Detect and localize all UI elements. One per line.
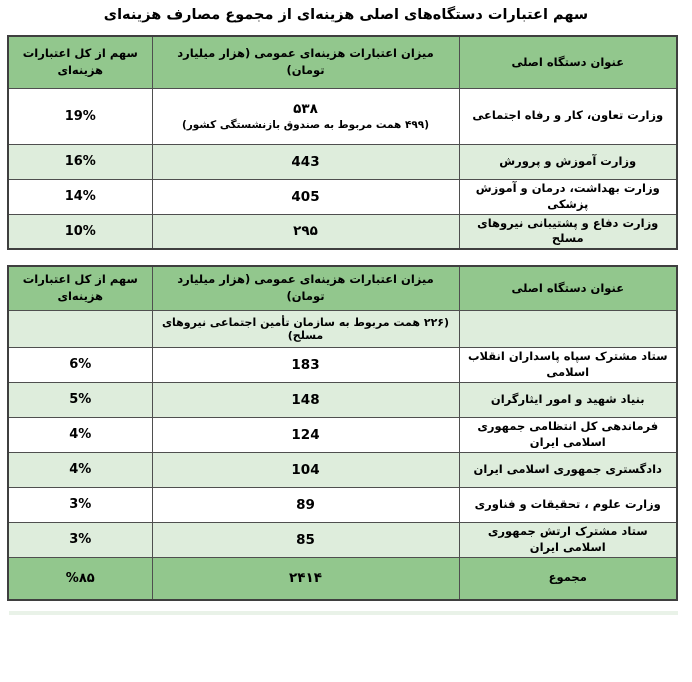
org-name-cell: ستاد مشترک ارتش جمهوری اسلامی ایران bbox=[459, 522, 677, 557]
table-row bbox=[8, 144, 677, 179]
org-name-cell: بنیاد شهید و امور ایثارگران bbox=[459, 382, 677, 417]
page-title: سهم اعتبارات دستگاه‌های اصلی هزینه‌ای از مجموع مصارف هزینه‌ای bbox=[103, 7, 589, 23]
share-cell: 19% bbox=[8, 88, 152, 144]
total-share-cell: %۸۵ bbox=[8, 557, 152, 600]
table-row bbox=[8, 452, 677, 487]
expenditure-table-top bbox=[7, 35, 678, 250]
org-name-cell: وزارت علوم ، تحقیقات و فناوری bbox=[459, 487, 677, 522]
column-header-share: سهم از کل اعتبارات هزینه‌ای bbox=[8, 36, 152, 88]
total-label-cell: مجموع bbox=[459, 557, 677, 600]
table-row bbox=[8, 88, 677, 144]
total-amount-cell: ۲۴۱۴ bbox=[152, 557, 459, 600]
org-name-cell: وزارت دفاع و پشتیبانی نیروهای مسلح bbox=[459, 214, 677, 249]
table-row bbox=[8, 417, 677, 452]
amount-cell: ۲۹۵ bbox=[152, 214, 459, 249]
column-header-amount: میزان اعتبارات هزینه‌ای عمومی (هزار میلیارد تومان) bbox=[152, 266, 459, 310]
total-row bbox=[8, 557, 677, 600]
org-name-cell: وزارت آموزش و پرورش bbox=[459, 144, 677, 179]
org-name-cell: وزارت بهداشت، درمان و آموزش پزشکی bbox=[459, 179, 677, 214]
expenditure-table-bottom bbox=[7, 265, 678, 601]
org-name-cell: فرماندهی کل انتظامی جمهوری اسلامی ایران bbox=[459, 417, 677, 452]
amount-value: ۵۳۸ bbox=[293, 101, 318, 117]
bottom-shadow-line bbox=[9, 611, 678, 615]
amount-cell: 443 bbox=[152, 144, 459, 179]
amount-cell: 89 bbox=[152, 487, 459, 522]
org-name-cell-empty bbox=[459, 310, 677, 347]
amount-note-cell: (۲۲۶ همت مربوط به سازمان تأمین اجتماعی نیروهای مسلح) bbox=[152, 310, 459, 347]
amount-cell: 148 bbox=[152, 382, 459, 417]
table-row bbox=[8, 214, 677, 249]
amount-cell bbox=[152, 88, 459, 144]
column-header-share: سهم از کل اعتبارات هزینه‌ای bbox=[8, 266, 152, 310]
share-cell: 5% bbox=[8, 382, 152, 417]
column-header-org-name: عنوان دستگاه اصلی bbox=[459, 36, 677, 88]
share-cell: 6% bbox=[8, 347, 152, 382]
org-name-cell: ستاد مشترک سپاه پاسداران انقلاب اسلامی bbox=[459, 347, 677, 382]
share-cell-empty bbox=[8, 310, 152, 347]
org-name-cell: دادگستری جمهوری اسلامی ایران bbox=[459, 452, 677, 487]
table-row bbox=[8, 179, 677, 214]
amount-note: (۴۹۹ همت مربوط به صندوق بازنشستگی کشور) bbox=[181, 119, 430, 131]
share-cell: 10% bbox=[8, 214, 152, 249]
share-cell: 16% bbox=[8, 144, 152, 179]
note-row bbox=[8, 310, 677, 347]
table-header-row bbox=[8, 36, 677, 88]
table-row bbox=[8, 522, 677, 557]
share-cell: 4% bbox=[8, 417, 152, 452]
table-header-row bbox=[8, 266, 677, 310]
column-header-amount: میزان اعتبارات هزینه‌ای عمومی (هزار میلیارد تومان) bbox=[152, 36, 459, 88]
amount-cell: 124 bbox=[152, 417, 459, 452]
amount-cell: 183 bbox=[152, 347, 459, 382]
amount-cell: 405 bbox=[152, 179, 459, 214]
share-cell: 14% bbox=[8, 179, 152, 214]
org-name-cell: وزارت تعاون، کار و رفاه اجتماعی bbox=[459, 88, 677, 144]
table-row bbox=[8, 487, 677, 522]
share-cell: 4% bbox=[8, 452, 152, 487]
table-row bbox=[8, 382, 677, 417]
amount-cell: 104 bbox=[152, 452, 459, 487]
share-cell: 3% bbox=[8, 522, 152, 557]
amount-cell: 85 bbox=[152, 522, 459, 557]
column-header-org-name: عنوان دستگاه اصلی bbox=[459, 266, 677, 310]
table-row bbox=[8, 347, 677, 382]
share-cell: 3% bbox=[8, 487, 152, 522]
